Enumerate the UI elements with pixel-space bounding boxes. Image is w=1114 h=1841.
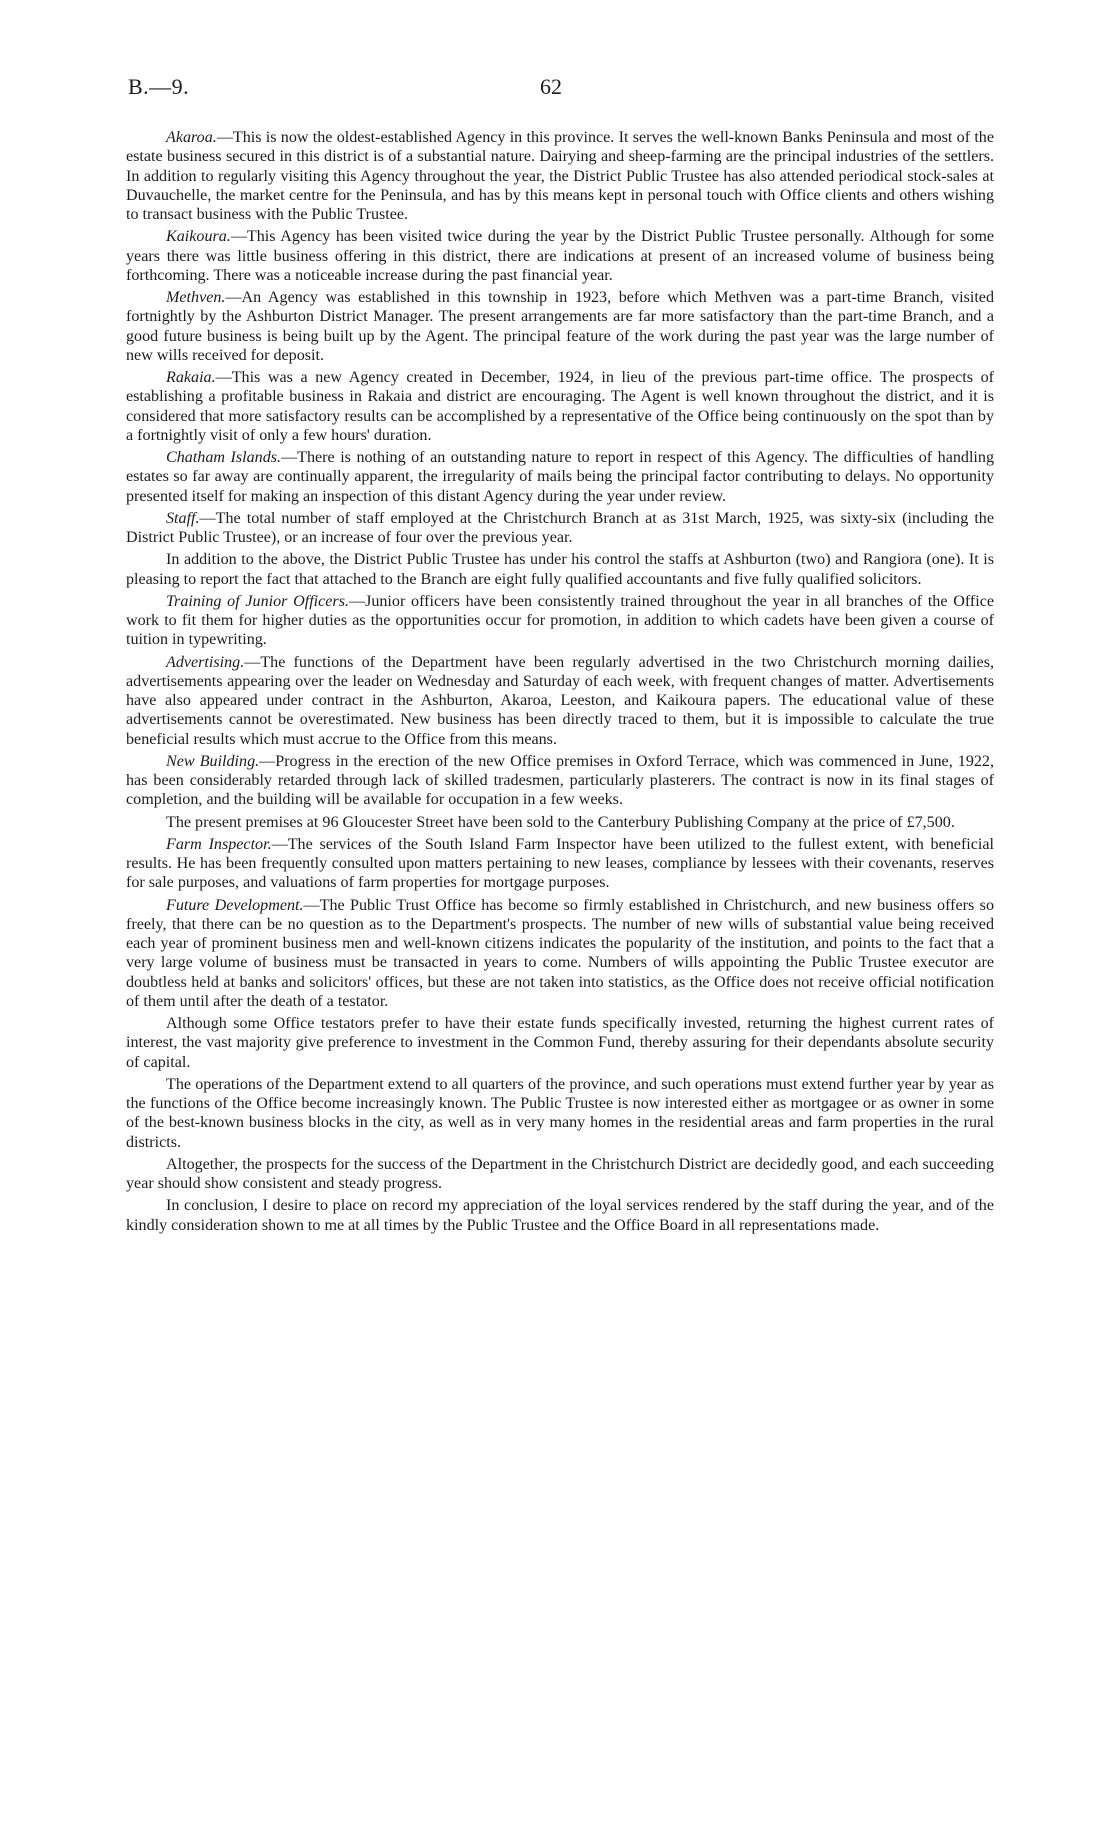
paragraph-text: —This Agency has been visited twice during the year by the District Public Trustee personally. Although for some years there was little business offering in this district, there are indications at present of an increased volume of business being forthcoming. There was a noticeable increase during the past financial year. <box>126 228 994 284</box>
paragraph-text: In addition to the above, the District Public Trustee has under his control the staffs at Ashburton (two) and Rangiora (one). It is pleasing to report the fact that attached to the Branch are eight fully qualified accountants and five fully qualified solicitors. <box>126 551 994 588</box>
paragraph-text: The operations of the Department extend to all quarters of the province, and such operations must extend further year by year as the functions of the Office become increasingly known. The Public Trustee is now interested either as mortgagee or as owner in some of the best-known business blocks in the city, as well as in very many homes in the residential areas and farm properties in the rural districts. <box>126 1075 994 1151</box>
paragraph-premises-sale <box>126 813 994 832</box>
paragraph-future-development <box>126 896 994 1012</box>
paragraph-text: —This is now the oldest-established Agency in this province. It serves the well-known Banks Peninsula and most of the estate business secured in this district is of a substantial nature. Dairying and sheep-farming are the principal industries of the settlers. In addition to regularly visiting this Agency throughout the year, the District Public Trustee has also attended periodical stock-sales at Duvauchelle, the market centre for the Peninsula, and has by this means kept in personal touch with Office clients and others wishing to transact business with the Public Trustee. <box>126 129 994 223</box>
paragraph-rakaia <box>126 368 994 445</box>
paragraph-kaikoura <box>126 227 994 285</box>
section-heading: Rakaia. <box>166 369 216 386</box>
section-heading: Staff. <box>166 509 200 527</box>
paragraph-staff <box>126 509 994 548</box>
section-heading: Akaroa. <box>166 129 217 146</box>
paragraph-training <box>126 592 994 650</box>
paragraph-prospects <box>126 1155 994 1194</box>
paragraph-text: —This was a new Agency created in December, 1924, in lieu of the previous part-time office. The prospects of establishing a profitable business in Rakaia and district are encouraging. The Agent is well known throughout the district, and it is considered that more satisfactory results can be accomplished by a representative of the Office being continuously on the spot than by a fortnightly visit of only a few hours' duration. <box>126 369 994 444</box>
paragraph-text: Although some Office testators prefer to have their estate funds specifically invested, returning the highest current rates of interest, the vast majority give preference to investment in the Common Fund, thereby assuring for their dependants absolute security of capital. <box>126 1015 994 1071</box>
paragraph-text: The present premises at 96 Gloucester Street have been sold to the Canterbury Publishing Company at the price of £7,500. <box>166 813 955 831</box>
paragraph-text: —The Public Trust Office has become so firmly established in Christchurch, and new business offers so freely, that there can be no question as to the Department's prospects. The number of new wills of substantial value being received each year of prominent business men and well-known citizens indicates the popularity of the institution, and points to the fact that a very large volume of business must be transacted in years to come. Numbers of wills appointing the Public Trustee executor are doubtless held at banks and solicitors' offices, but these are not taken into statistics, as the Office does not receive official notification of them until after the death of a testator. <box>126 896 994 1010</box>
paragraph-text: —The total number of staff employed at the Christchurch Branch at as 31st March, 1925, was sixty-six (including the District Public Trustee), or an increase of four over the previous year. <box>126 509 994 546</box>
paragraph-farm-inspector <box>126 835 994 893</box>
paragraph-conclusion <box>126 1196 994 1235</box>
section-heading: Advertising. <box>166 653 245 671</box>
section-heading: Training of Junior Officers. <box>166 592 349 610</box>
section-heading: Kaikoura. <box>166 228 231 246</box>
section-heading: Future Development. <box>166 896 304 914</box>
paragraph-text: —The services of the South Island Farm Inspector have been utilized to the fullest extent, with beneficial results. He has been frequently consulted upon matters pertaining to new leases, compliance by lessees with their covenants, reserves for sale purposes, and valuations of farm properties for mortgage purposes. <box>126 835 994 892</box>
page-number: 62 <box>540 74 562 99</box>
paragraph-text: —An Agency was established in this township in 1923, before which Methven was a part-time Branch, visited fortnightly by the Ashburton District Manager. The present arrangements are far more satisfactory than the part-time Branch, and a good future business is being built up by the Agent. The principal feature of the work during the past year was the large number of new wills received for deposit. <box>126 289 994 364</box>
paragraph-text: —Junior officers have been consistently trained throughout the year in all branches of the Office work to fit them for higher duties as the opportunities occur for promotion, in addition to which cadets have been given a course of tuition in typewriting. <box>126 592 995 649</box>
paragraph-methven <box>126 288 994 365</box>
paragraph-chatham-islands <box>126 448 994 506</box>
paragraph-operations <box>126 1075 994 1152</box>
paragraph-text: In conclusion, I desire to place on record my appreciation of the loyal services rendered by the staff during the year, and of the kindly consideration shown to me at all times by the Public Trustee and the Office Board in all representations made. <box>126 1197 994 1234</box>
paragraph-new-building <box>126 752 994 810</box>
paragraph-text: —Progress in the erection of the new Office premises in Oxford Terrace, which was commenced in June, 1922, has been considerably retarded through lack of skilled tradesmen, particularly plasterers. The contract is now in its final stages of completion, and the building will be available for occupation in a few weeks. <box>126 752 995 809</box>
paragraph-akaroa <box>126 128 994 224</box>
section-heading: Farm Inspector. <box>166 835 272 853</box>
document-reference: B.—9. <box>128 74 190 99</box>
section-heading: Methven. <box>166 289 226 306</box>
section-heading: Chatham Islands. <box>166 449 282 466</box>
paragraph-text: —The functions of the Department have been regularly advertised in the two Christchurch morning dailies, advertisements appearing over the leader on Wednesday and Saturday of each week, with frequent changes of matter. Advertisements have also appeared under contract in the Ashburton, Akaroa, Leeston, and Kaikoura papers. The educational value of these advertisements cannot be overestimated. New business has been directly traced to them, but it is impossible to calculate the true beneficial results which must accrue to the Office from this means. <box>126 653 994 748</box>
report-body <box>126 128 994 1238</box>
paragraph-text: —There is nothing of an outstanding nature to report in respect of this Agency. The difficulties of handling estates so far away are continually apparent, the irregularity of mails being the principal factor contributing to delays. No opportunity presented itself for making an inspection of this distant Agency during the year under review. <box>126 449 994 505</box>
paragraph-staff-continued <box>126 550 994 589</box>
paragraph-common-fund <box>126 1014 994 1072</box>
paragraph-text: Altogether, the prospects for the success of the Department in the Christchurch District are decidedly good, and each succeeding year should show consistent and steady progress. <box>126 1155 994 1192</box>
paragraph-advertising <box>126 653 994 749</box>
section-heading: New Building. <box>166 752 260 770</box>
